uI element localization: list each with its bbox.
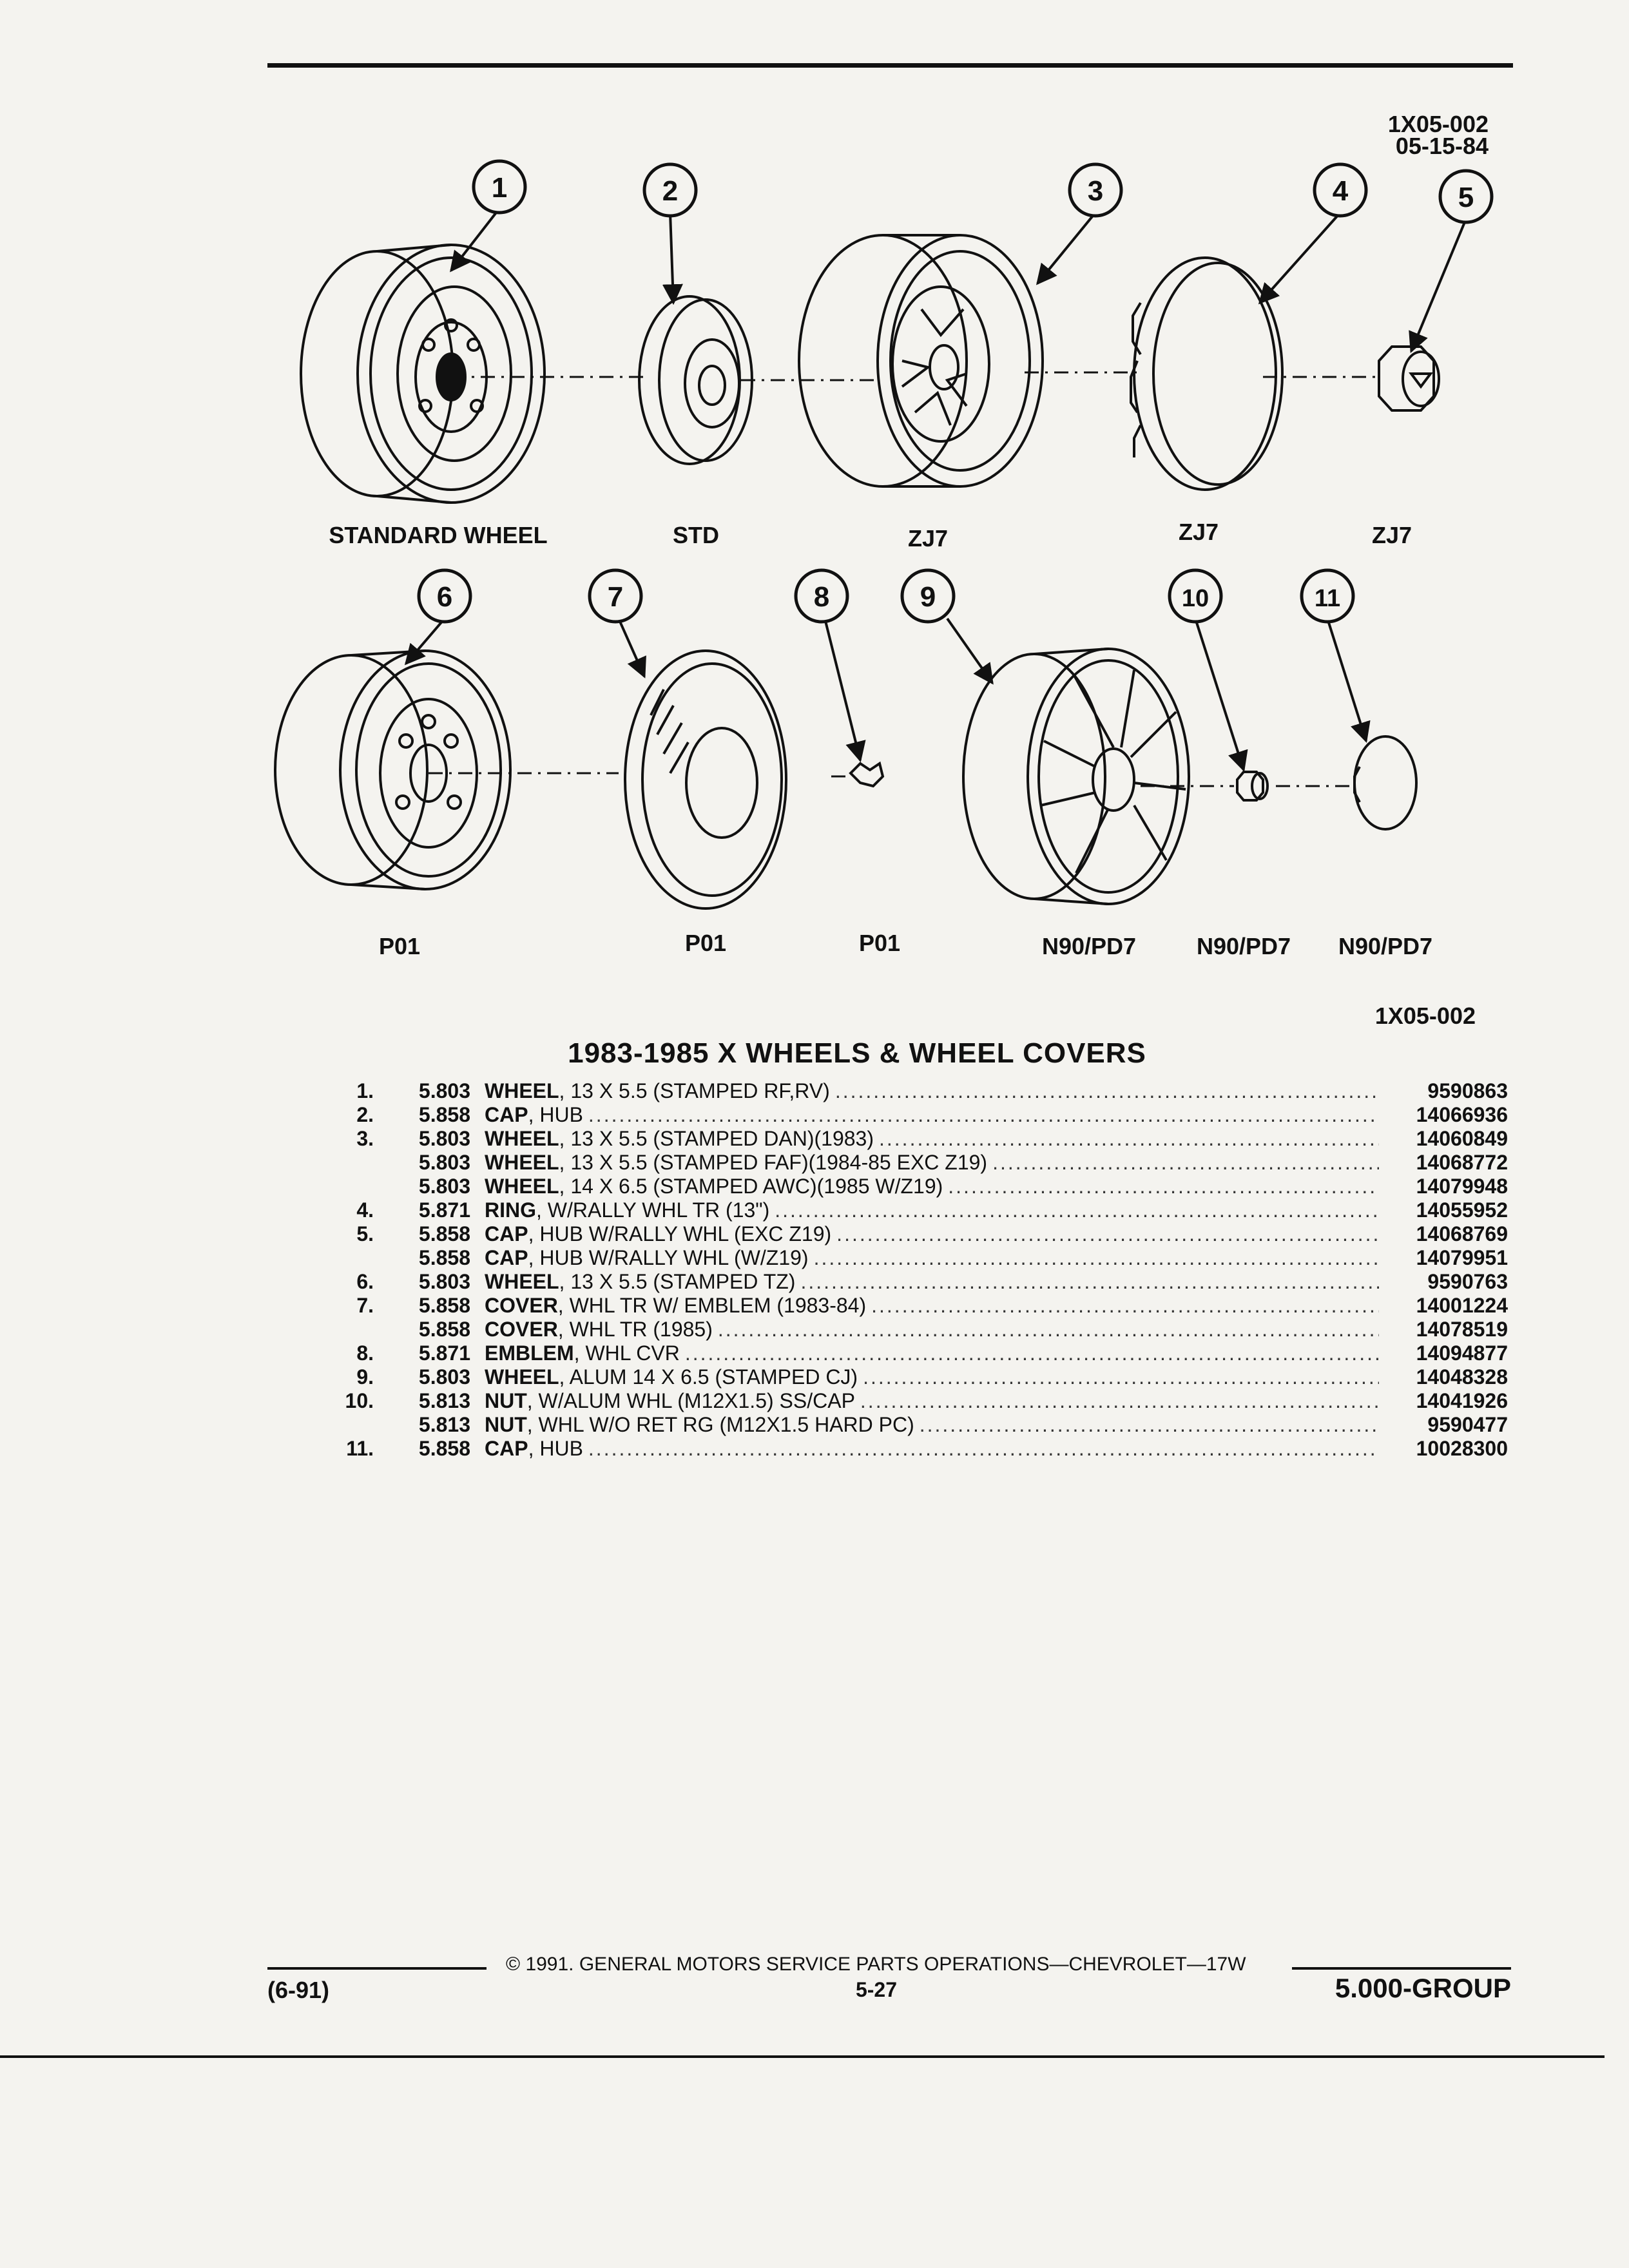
callout-11: 11 xyxy=(1314,585,1341,612)
emblem-drawing xyxy=(851,764,883,786)
part-number: 14066936 xyxy=(1416,1103,1508,1126)
part-detail: , 13 X 5.5 (STAMPED FAF)(1984-85 EXC Z19) xyxy=(559,1151,988,1174)
part-group-code: 5.813 xyxy=(418,1413,470,1436)
part-callout-number: 8. xyxy=(356,1341,374,1365)
leader-dots xyxy=(914,1413,1379,1437)
leader-dots xyxy=(830,1079,1379,1103)
part-callout-number: 2. xyxy=(356,1103,374,1126)
part-callout-number: 11. xyxy=(346,1437,374,1460)
standard-wheel-drawing xyxy=(301,245,545,503)
leader-dots xyxy=(713,1318,1379,1341)
part-number: 14079948 xyxy=(1416,1175,1508,1198)
part-number: 14079951 xyxy=(1416,1246,1508,1269)
part-description xyxy=(485,1318,1379,1341)
part-description xyxy=(485,1413,1379,1437)
part-number: 14068772 xyxy=(1416,1151,1508,1174)
part-number: 14094877 xyxy=(1416,1341,1508,1365)
part-description xyxy=(485,1222,1379,1246)
part-group-code: 5.803 xyxy=(418,1270,470,1293)
part-group-code: 5.803 xyxy=(418,1127,470,1150)
parts-list xyxy=(309,1079,1508,1461)
part-group-code: 5.803 xyxy=(418,1151,470,1174)
footer-rule-right xyxy=(1292,1967,1511,1970)
footer-rule-left xyxy=(267,1967,487,1970)
part-row xyxy=(309,1270,1508,1294)
leader-dots xyxy=(874,1127,1379,1151)
part-name: EMBLEM xyxy=(485,1341,574,1365)
part-row xyxy=(309,1079,1508,1103)
part-number: 14078519 xyxy=(1416,1318,1508,1341)
callout-6: 6 xyxy=(436,581,453,613)
caption-std: STD xyxy=(673,522,719,548)
leader-dots xyxy=(769,1198,1379,1222)
part-description xyxy=(485,1437,1379,1461)
footer-page-number: 5-27 xyxy=(855,1978,898,2001)
callout-7: 7 xyxy=(607,581,624,613)
part-description xyxy=(485,1079,1379,1103)
footer-copyright: © 1991. GENERAL MOTORS SERVICE PARTS OPERATIONS—CHEVROLET—17W xyxy=(506,1954,1246,1975)
callout-5: 5 xyxy=(1458,182,1474,213)
part-group-code: 5.858 xyxy=(418,1246,470,1269)
part-callout-number: 10. xyxy=(345,1389,374,1412)
part-row xyxy=(309,1413,1508,1437)
part-detail: , 13 X 5.5 (STAMPED RF,RV) xyxy=(559,1079,830,1102)
callout-2: 2 xyxy=(662,175,679,207)
part-callout-number: 6. xyxy=(356,1270,374,1293)
part-row xyxy=(309,1175,1508,1198)
part-group-code: 5.871 xyxy=(418,1341,470,1365)
figure-ref: 1X05-002 xyxy=(1374,1003,1476,1029)
part-detail: , 13 X 5.5 (STAMPED DAN)(1983) xyxy=(559,1127,874,1150)
std-hub-cap-drawing xyxy=(639,296,752,464)
part-name: NUT xyxy=(485,1389,527,1412)
part-description xyxy=(485,1270,1379,1294)
part-callout-number: 1. xyxy=(356,1079,374,1102)
part-number: 9590477 xyxy=(1427,1413,1508,1436)
bottom-rule xyxy=(0,2055,1605,2058)
part-group-code: 5.858 xyxy=(418,1294,470,1317)
part-group-code: 5.858 xyxy=(418,1103,470,1126)
wheel-cover-drawing xyxy=(625,651,786,908)
caption-n90-wheel: N90/PD7 xyxy=(1041,933,1137,959)
part-row xyxy=(309,1246,1508,1270)
part-number: 9590763 xyxy=(1427,1270,1508,1293)
part-row xyxy=(309,1437,1508,1461)
footer-revision: (6-91) xyxy=(267,1977,330,2003)
caption-zj7-wheel: ZJ7 xyxy=(907,525,949,552)
leader-dots xyxy=(680,1341,1379,1365)
leader-dots xyxy=(795,1270,1379,1294)
aluminum-wheel-drawing xyxy=(963,649,1189,904)
part-number: 14041926 xyxy=(1416,1389,1508,1412)
caption-n90-nut: N90/PD7 xyxy=(1196,933,1291,959)
part-name: WHEEL xyxy=(485,1270,559,1293)
part-description xyxy=(485,1294,1379,1318)
wheel-diagram xyxy=(0,0,1629,1005)
part-name: WHEEL xyxy=(485,1127,559,1150)
part-number: 14001224 xyxy=(1416,1294,1508,1317)
part-callout-number: 4. xyxy=(356,1198,374,1222)
part-callout-number: 3. xyxy=(356,1127,374,1150)
part-detail: , HUB W/RALLY WHL (EXC Z19) xyxy=(528,1222,832,1245)
caption-zj7-ring: ZJ7 xyxy=(1178,519,1219,545)
part-name: CAP xyxy=(485,1246,528,1269)
rally-wheel-drawing xyxy=(799,235,1043,486)
part-callout-number: 9. xyxy=(356,1365,374,1389)
part-description xyxy=(485,1151,1379,1175)
leader-dots xyxy=(809,1246,1379,1270)
callout-4: 4 xyxy=(1332,175,1349,207)
part-number: 14055952 xyxy=(1416,1198,1508,1222)
part-description xyxy=(485,1127,1379,1151)
header-ref-code: 1X05-002 xyxy=(1387,111,1489,137)
part-name: NUT xyxy=(485,1413,527,1436)
caption-standard-wheel: STANDARD WHEEL xyxy=(329,522,548,548)
p01-wheel-drawing xyxy=(275,651,510,889)
part-detail: , HUB W/RALLY WHL (W/Z19) xyxy=(528,1246,809,1269)
alum-hub-cap-drawing xyxy=(1354,736,1416,829)
section-title: 1983-1985 X WHEELS & WHEEL COVERS xyxy=(568,1037,1146,1069)
part-number: 10028300 xyxy=(1416,1437,1508,1460)
caption-p01-emblem: P01 xyxy=(858,930,901,956)
part-detail: , 13 X 5.5 (STAMPED TZ) xyxy=(559,1270,796,1293)
part-name: COVER xyxy=(485,1294,558,1317)
leader-dots xyxy=(866,1294,1379,1318)
part-description xyxy=(485,1389,1379,1413)
part-row xyxy=(309,1222,1508,1246)
caption-zj7-cap: ZJ7 xyxy=(1371,522,1412,548)
part-name: CAP xyxy=(485,1103,528,1126)
part-number: 14068769 xyxy=(1416,1222,1508,1245)
part-detail: , WHL W/O RET RG (M12X1.5 HARD PC) xyxy=(526,1413,914,1436)
part-name: WHEEL xyxy=(485,1365,559,1389)
caption-p01-cover: P01 xyxy=(684,930,727,956)
part-detail: , HUB xyxy=(528,1103,583,1126)
part-name: RING xyxy=(485,1198,536,1222)
part-number: 14048328 xyxy=(1416,1365,1508,1389)
part-row xyxy=(309,1198,1508,1222)
part-callout-number: 7. xyxy=(356,1294,374,1317)
part-row xyxy=(309,1318,1508,1341)
part-description xyxy=(485,1341,1379,1365)
part-group-code: 5.803 xyxy=(418,1175,470,1198)
part-row xyxy=(309,1127,1508,1151)
part-number: 9590863 xyxy=(1427,1079,1508,1102)
leader-dots xyxy=(831,1222,1379,1246)
part-group-code: 5.871 xyxy=(418,1198,470,1222)
caption-n90-cap: N90/PD7 xyxy=(1338,933,1433,959)
leader-dots xyxy=(855,1389,1379,1413)
callout-9: 9 xyxy=(920,581,936,613)
part-name: CAP xyxy=(485,1222,528,1245)
caption-p01-wheel: P01 xyxy=(378,933,421,959)
callout-1: 1 xyxy=(491,172,508,204)
part-name: WHEEL xyxy=(485,1151,559,1174)
header-ref-date: 05-15-84 xyxy=(1395,133,1489,159)
part-description xyxy=(485,1246,1379,1270)
part-description xyxy=(485,1198,1379,1222)
leader-dots xyxy=(583,1103,1379,1127)
part-name: COVER xyxy=(485,1318,558,1341)
part-row xyxy=(309,1103,1508,1127)
leader-dots xyxy=(583,1437,1379,1461)
part-row xyxy=(309,1365,1508,1389)
part-name: WHEEL xyxy=(485,1175,559,1198)
part-group-code: 5.813 xyxy=(418,1389,470,1412)
callout-8: 8 xyxy=(813,581,830,613)
part-detail: , WHL TR (1985) xyxy=(557,1318,713,1341)
rally-hub-cap-drawing xyxy=(1379,347,1439,410)
part-group-code: 5.803 xyxy=(418,1079,470,1102)
callout-10: 10 xyxy=(1181,585,1210,612)
part-detail: , WHL CVR xyxy=(574,1341,680,1365)
part-group-code: 5.803 xyxy=(418,1365,470,1389)
callout-3: 3 xyxy=(1087,175,1104,207)
part-detail: , W/ALUM WHL (M12X1.5) SS/CAP xyxy=(526,1389,855,1412)
part-name: WHEEL xyxy=(485,1079,559,1102)
part-detail: , WHL TR W/ EMBLEM (1983-84) xyxy=(557,1294,867,1317)
footer-group: 5.000-GROUP xyxy=(1335,1973,1511,2003)
part-group-code: 5.858 xyxy=(418,1437,470,1460)
part-callout-number: 5. xyxy=(356,1222,374,1245)
part-row xyxy=(309,1294,1508,1318)
part-name: CAP xyxy=(485,1437,528,1460)
part-row xyxy=(309,1389,1508,1413)
leader-dots xyxy=(987,1151,1379,1175)
part-number: 14060849 xyxy=(1416,1127,1508,1150)
part-group-code: 5.858 xyxy=(418,1318,470,1341)
part-description xyxy=(485,1103,1379,1127)
part-description xyxy=(485,1365,1379,1389)
part-group-code: 5.858 xyxy=(418,1222,470,1245)
leader-dots xyxy=(858,1365,1379,1389)
part-detail: , 14 X 6.5 (STAMPED AWC)(1985 W/Z19) xyxy=(559,1175,943,1198)
part-row xyxy=(309,1151,1508,1175)
part-detail: , HUB xyxy=(528,1437,583,1460)
wheel-nut-drawing xyxy=(1237,772,1268,800)
part-description xyxy=(485,1175,1379,1198)
part-row xyxy=(309,1341,1508,1365)
part-detail: , W/RALLY WHL TR (13") xyxy=(536,1198,770,1222)
part-detail: , ALUM 14 X 6.5 (STAMPED CJ) xyxy=(559,1365,858,1389)
trim-ring-drawing xyxy=(1131,258,1282,490)
leader-dots xyxy=(943,1175,1379,1198)
